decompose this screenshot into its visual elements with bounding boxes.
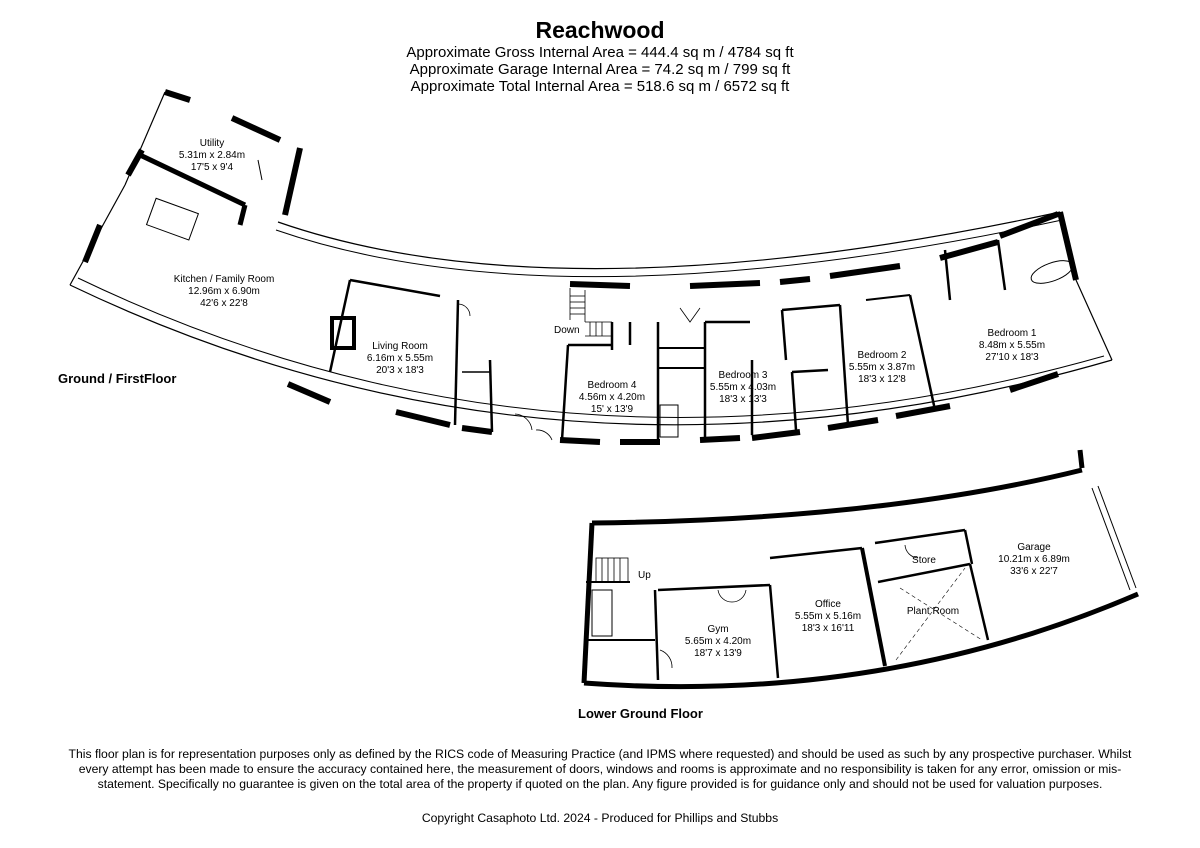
property-title: Reachwood	[535, 17, 665, 43]
office-label	[795, 599, 861, 634]
bedroom3-name: Bedroom 3	[718, 370, 768, 381]
store-east-wall	[965, 530, 972, 564]
lower-north-wall	[592, 470, 1082, 523]
lower-west-wall	[584, 523, 592, 683]
lower-shower	[592, 590, 612, 636]
copyright: Copyright Casaphoto Ltd. 2024 - Produced for Phillips and Stubbs	[421, 811, 779, 825]
ensuite-north-wall	[782, 305, 840, 310]
garage-area-line: Approximate Garage Internal Area = 74.2 sq m / 799 sq ft	[409, 61, 791, 78]
wall-seg	[828, 420, 878, 428]
wall-seg	[165, 92, 190, 100]
kitchen-island	[147, 198, 199, 240]
office-east-wall	[862, 548, 885, 666]
bath	[660, 405, 678, 437]
bedroom4-imperial: 15' x 13'9	[590, 404, 634, 415]
wall-seg	[998, 240, 1005, 290]
lower-floor-label: Lower Ground Floor	[578, 706, 703, 721]
bedroom1-name: Bedroom 1	[987, 328, 1037, 339]
total-area-line: Approximate Total Internal Area = 518.6 sq m / 6572 sq ft	[410, 78, 790, 95]
bedroom1-metric: 8.48m x 5.55m	[978, 340, 1046, 351]
gym-name: Gym	[707, 624, 729, 635]
wall-seg	[690, 283, 760, 286]
wall-seg	[285, 148, 300, 215]
wall-seg	[792, 370, 828, 372]
wc-east-wall	[490, 360, 492, 432]
bedroom3-label	[710, 370, 776, 405]
wall-seg	[232, 118, 280, 140]
wall-seg	[780, 279, 810, 282]
store-name: Store	[912, 555, 936, 566]
door	[258, 160, 262, 180]
office-metric: 5.55m x 5.16m	[794, 611, 862, 622]
wall-seg	[752, 432, 800, 438]
plant-room-name: Plant Room	[906, 606, 960, 617]
wall-seg	[288, 384, 330, 402]
bedroom1-west-wall	[910, 295, 935, 410]
garage-door-line-2	[1098, 486, 1136, 588]
bedroom3-imperial: 18'3 x 13'3	[719, 394, 767, 405]
north-wall-inner	[276, 220, 1062, 277]
wall-seg	[792, 372, 796, 430]
wall-seg	[896, 406, 950, 416]
wall-seg	[396, 412, 450, 425]
gym-imperial: 18'7 x 13'9	[694, 648, 742, 659]
bedroom4-metric: 4.56m x 4.20m	[578, 392, 646, 403]
wall-seg	[1000, 214, 1058, 236]
bedroom1-east-wall	[1076, 280, 1112, 360]
stairs-up-label: Up	[638, 570, 651, 581]
ground-floor-label: Ground / FirstFloor	[58, 371, 177, 386]
bedroom4-label	[579, 380, 645, 415]
gym-door	[660, 650, 672, 668]
wall-seg	[560, 440, 600, 442]
wall-seg	[830, 266, 900, 276]
stairs-up	[596, 558, 628, 582]
bedroom4-west-wall	[562, 345, 568, 440]
bedroom1-imperial: 27'10 x 18'3	[985, 352, 1039, 363]
gym-west-wall	[655, 590, 658, 680]
kitchen-imperial: 42'6 x 22'8	[200, 298, 248, 309]
wall-seg	[1080, 450, 1082, 468]
wall-seg	[940, 242, 998, 258]
wall-seg	[128, 150, 142, 175]
utility-metric: 5.31m x 2.84m	[178, 150, 246, 161]
living-east-wall	[455, 300, 458, 425]
stairs-down-label: Down	[554, 325, 580, 336]
plant-east-wall	[970, 564, 988, 640]
garage-door-line	[1092, 488, 1130, 590]
office-name: Office	[815, 599, 841, 610]
living-label	[367, 341, 433, 376]
wardrobe-wall	[866, 295, 910, 300]
bedroom1-label	[979, 328, 1045, 363]
gym-double-door	[718, 590, 746, 602]
bedroom2-name: Bedroom 2	[857, 350, 907, 361]
entrance-door-2	[536, 430, 552, 440]
gym-east-wall	[770, 585, 778, 678]
bedroom2-label	[849, 350, 915, 385]
garage-label	[998, 542, 1070, 577]
kitchen-metric: 12.96m x 6.90m	[188, 286, 260, 297]
lower-south-wall	[584, 594, 1138, 687]
gym-metric: 5.65m x 4.20m	[684, 636, 752, 647]
wall-seg	[1010, 374, 1058, 390]
bedroom2-west-wall	[840, 305, 848, 425]
bedroom4-name: Bedroom 4	[587, 380, 637, 391]
garage-imperial: 33'6 x 22'7	[1010, 566, 1058, 577]
living-name: Living Room	[372, 341, 428, 352]
wall-seg	[462, 428, 492, 432]
store-north-wall	[875, 530, 965, 543]
bedroom3-metric: 5.55m x 4.03m	[709, 382, 777, 393]
kitchen-name: Kitchen / Family Room	[173, 274, 275, 285]
gross-area-line: Approximate Gross Internal Area = 444.4 sq m / 4784 sq ft	[406, 44, 794, 61]
disclaimer: This floor plan is for representation purposes only as defined by the RICS code of Measuring Practice (and IPMS where requested) and should be used as such by any prospective purchaser. Whilst every attempt has been made to ensure the accuracy contained here, the measurement of doors, windows and rooms is approximate and no responsibility is taken for any error, omission or mis-statement. Specifically no guarantee is given on the total area of the property if quoted on the plan. Any figure provided is for guidance only and should not be used for valuation purposes.	[68, 747, 1132, 791]
utility-imperial: 17'5 x 9'4	[190, 162, 234, 173]
kitchen-label	[174, 274, 275, 309]
living-north-wall	[350, 280, 440, 296]
door	[680, 308, 700, 322]
office-north-wall	[770, 548, 862, 558]
gym-north-wall	[658, 585, 770, 590]
utility-label	[179, 138, 245, 173]
bedroom2-imperial: 18'3 x 12'8	[858, 374, 906, 385]
gym-label	[685, 624, 751, 659]
garage-name: Garage	[1017, 542, 1051, 553]
wall-seg	[85, 225, 100, 262]
living-metric: 6.16m x 5.55m	[366, 353, 434, 364]
ensuite-west-wall	[782, 310, 786, 360]
bedroom2-metric: 5.55m x 3.87m	[848, 362, 916, 373]
bedroom1-bath	[1028, 256, 1076, 288]
wall-seg	[240, 205, 245, 225]
door	[458, 304, 470, 316]
wall-seg	[1060, 212, 1076, 280]
wall-seg	[570, 284, 630, 286]
living-imperial: 20'3 x 18'3	[376, 365, 424, 376]
garage-metric: 10.21m x 6.89m	[998, 554, 1070, 565]
utility-name: Utility	[199, 138, 225, 149]
office-imperial: 18'3 x 16'11	[801, 623, 855, 634]
